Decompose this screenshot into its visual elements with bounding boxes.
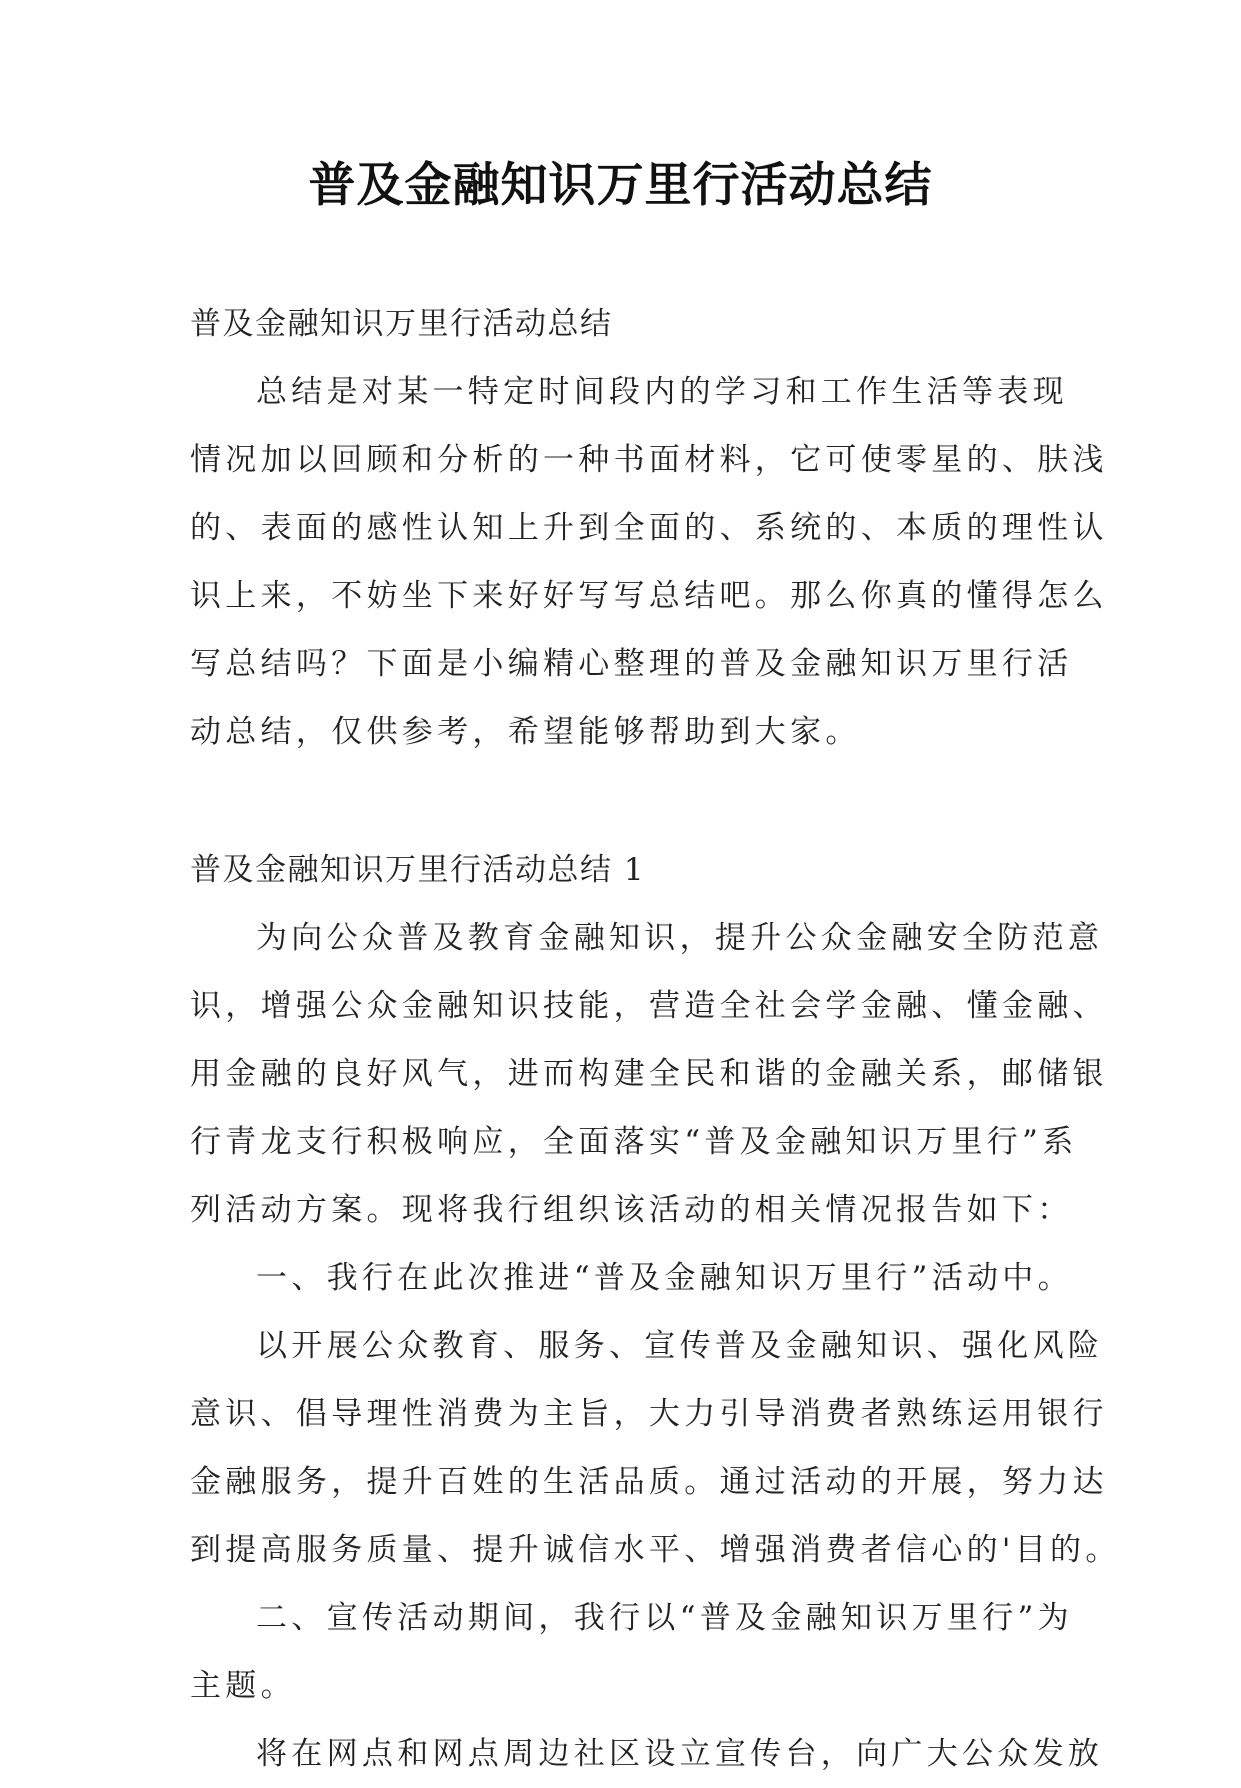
paragraph-line: 意识、倡导理性消费为主旨，大力引导消费者熟练运用银行 xyxy=(190,1396,1108,1432)
paragraph-line: 到提高服务质量、提升诚信水平、增强消费者信心的'目的。 xyxy=(190,1532,1121,1568)
paragraph-line: 动总结，仅供参考，希望能够帮助到大家。 xyxy=(190,714,861,750)
intro-heading: 普及金融知识万里行活动总结 xyxy=(190,306,613,342)
paragraph-line: 识上来，不妨坐下来好好写写总结吧。那么你真的懂得怎么 xyxy=(190,578,1108,614)
paragraph-line: 主题。 xyxy=(190,1668,296,1704)
paragraph-line: 识，增强公众金融知识技能，营造全社会学金融、懂金融、 xyxy=(190,988,1108,1024)
paragraph-line: 情况加以回顾和分析的一种书面材料，它可使零星的、肤浅 xyxy=(190,442,1108,478)
paragraph-line: 行青龙支行积极响应，全面落实“普及金融知识万里行”系 xyxy=(190,1124,1078,1160)
paragraph-line: 为向公众普及教育金融知识，提升公众金融安全防范意 xyxy=(256,920,1104,956)
paragraph-line: 列活动方案。现将我行组织该活动的相关情况报告如下： xyxy=(190,1192,1073,1228)
paragraph-line: 金融服务，提升百姓的生活品质。通过活动的开展，努力达 xyxy=(190,1464,1108,1500)
paragraph-line: 二、宣传活动期间，我行以“普及金融知识万里行”为 xyxy=(256,1600,1073,1636)
section-spacer xyxy=(190,766,1050,836)
document-body xyxy=(190,290,1121,1788)
section-heading: 普及金融知识万里行活动总结 1 xyxy=(190,852,646,888)
paragraph-line: 以开展公众教育、服务、宣传普及金融知识、强化风险 xyxy=(256,1328,1104,1364)
paragraph-line: 写总结吗？下面是小编精心整理的普及金融知识万里行活 xyxy=(190,646,1073,682)
paragraph-line: 将在网点和网点周边社区设立宣传台，向广大公众发放 xyxy=(256,1736,1104,1772)
paragraph-line: 用金融的良好风气，进而构建全民和谐的金融关系，邮储银 xyxy=(190,1056,1108,1092)
paragraph-line: 总结是对某一特定时间段内的学习和工作生活等表现 xyxy=(256,374,1068,410)
document-title: 普及金融知识万里行活动总结 xyxy=(308,158,933,213)
paragraph-line: 的、表面的感性认知上升到全面的、系统的、本质的理性认 xyxy=(190,510,1108,546)
paragraph-line: 一、我行在此次推进“普及金融知识万里行”活动中。 xyxy=(256,1260,1073,1296)
